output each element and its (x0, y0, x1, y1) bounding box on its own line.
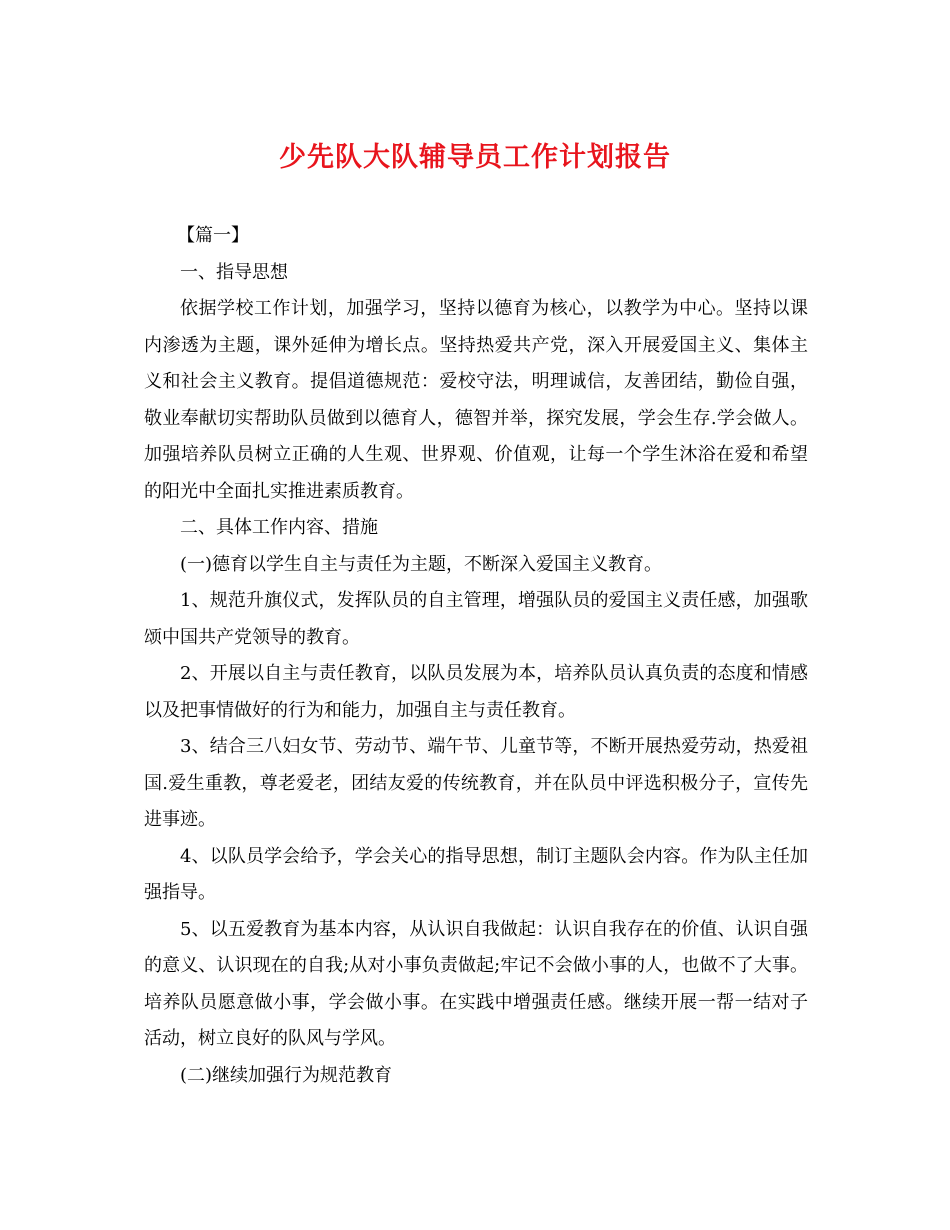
section-heading-work-content: 二、具体工作内容、措施 (180, 517, 378, 538)
list-item-5: 5、以五爱教育为基本内容，从认识自我做起：认识自我存在的价值、认识自强的意义、认识现在的自我;从对小事负责做起;牢记不会做小事的人，也做不了大事。培养队员愿意做小事，学会做小事。在实践中增强责任感。继续开展一帮一结对子活动，树立良好的队风与学风。 (144, 918, 808, 1049)
list-item-3: 3、结合三八妇女节、劳动节、端午节、儿童节等，不断开展热爱劳动，热爱祖国.爱生重教，尊老爱老，团结友爱的传统教育，并在队员中评选积极分子，宣传先进事迹。 (144, 736, 808, 830)
document-title: 少先队大队辅导员工作计划报告 (279, 142, 671, 173)
subheading-moral-education: (一)德育以学生自主与责任为主题，不断深入爱国主义教育。 (180, 553, 663, 575)
paragraph-guiding-ideology: 依据学校工作计划，加强学习，坚持以德育为核心，以教学为中心。坚持以课内渗透为主题，课外延伸为增长点。坚持热爱共产党，深入开展爱国主义、集体主义和社会主义教育。提倡道德规范：爱校守法，明理诚信，友善团结，勤俭自强，敬业奉献切实帮助队员做到以德育人，德智并举，探究发展，学会生存.学会做人。加强培养队员树立正确的人生观、世界观、价值观，让每一个学生沐浴在爱和希望的阳光中全面扎实推进素质教育。 (144, 298, 808, 502)
list-item-1: 1、规范升旗仪式，发挥队员的自主管理，增强队员的爱国主义责任感，加强歌颂中国共产党领导的教育。 (144, 590, 808, 648)
list-item-2: 2、开展以自主与责任教育，以队员发展为本，培养队员认真负责的态度和情感以及把事情做好的行为和能力，加强自主与责任教育。 (144, 663, 808, 721)
subheading-behavior-norms: (二)继续加强行为规范教育 (180, 1064, 393, 1086)
list-item-4: 4、以队员学会给予，学会关心的指导思想，制订主题队会内容。作为队主任加强指导。 (144, 845, 808, 903)
section-label-part-one: 【篇一】 (177, 225, 249, 246)
document-body (144, 218, 808, 1094)
section-heading-guiding-ideology: 一、指导思想 (180, 261, 288, 283)
